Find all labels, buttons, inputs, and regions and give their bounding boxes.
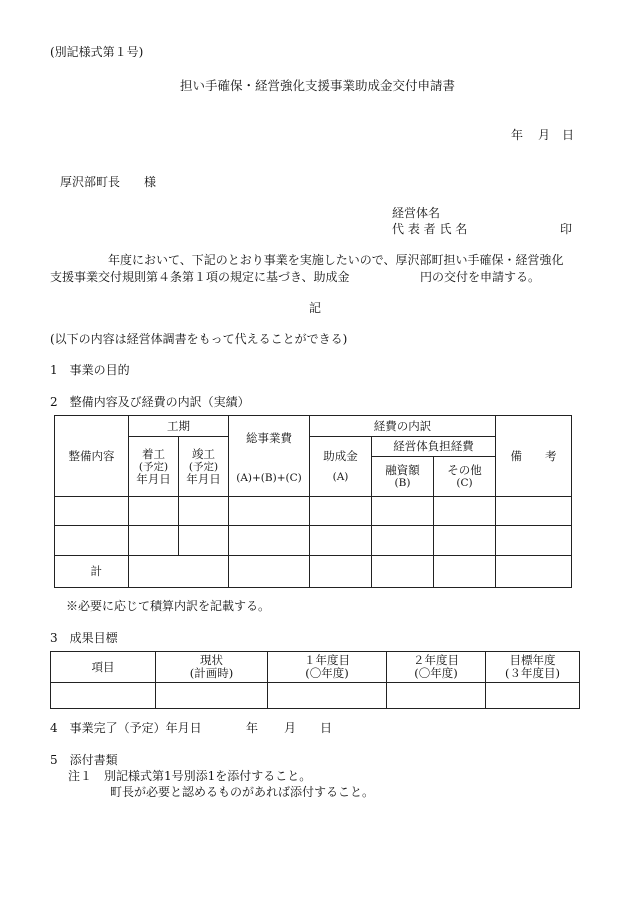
- attachment-note-2: 町長が必要と認めるものがあれば添付すること。: [110, 785, 375, 799]
- completion-month: 月: [284, 721, 297, 735]
- table-cell[interactable]: [496, 556, 572, 588]
- year1-sub: (〇年度): [305, 666, 349, 680]
- body-line-1: 年度において、下記のとおり事業を実施したいので、厚沢部町担い手確保・経営強化: [108, 253, 564, 267]
- table-cell[interactable]: [372, 556, 434, 588]
- start-label: 着工: [142, 446, 165, 461]
- completion-year: 年: [246, 721, 259, 735]
- table-cell[interactable]: [129, 526, 179, 556]
- date-year: 年: [511, 128, 524, 142]
- col-header-year1: [268, 652, 387, 683]
- table-cell[interactable]: [496, 497, 572, 526]
- end-date: 年月日: [186, 471, 221, 486]
- col-header-schedule: 工期: [129, 416, 229, 437]
- completion-day: 日: [320, 721, 333, 735]
- table-cell[interactable]: [179, 497, 229, 526]
- total-row: [55, 556, 572, 588]
- table-cell[interactable]: [387, 683, 486, 709]
- table-row: [55, 526, 572, 556]
- body-line-2b: 円の交付を申請する。: [420, 270, 541, 284]
- attachment-note-1: 注１ 別記様式第1号別添1を添付すること。: [68, 769, 312, 783]
- current-label: 現状: [200, 653, 223, 667]
- col-header-total: [229, 416, 310, 497]
- end-label: 竣工: [192, 446, 215, 461]
- target-label: 目標年度: [509, 653, 556, 667]
- table-cell[interactable]: [179, 526, 229, 556]
- section-1-heading: 1 事業の目的: [50, 363, 130, 377]
- col-header-end: [179, 437, 229, 497]
- addressee-honorific: 様: [144, 175, 157, 189]
- col-header-item: 項目: [51, 652, 156, 683]
- col-header-self-burden: 経営体負担経費: [372, 437, 496, 457]
- document-title: 担い手確保・経営強化支援事業助成金交付申請書: [180, 78, 456, 93]
- year1-label: １年度目: [304, 653, 350, 667]
- col-header-target: [486, 652, 580, 683]
- table-cell[interactable]: [129, 497, 179, 526]
- ki-heading: 記: [309, 301, 322, 315]
- table-cell[interactable]: [372, 526, 434, 556]
- table-cell[interactable]: [268, 683, 387, 709]
- applicant-rep-label: 代 表 者 氏 名: [392, 222, 468, 236]
- body-line-2a: 支援事業交付規則第４条第１項の規定に基づき、助成金: [50, 270, 350, 284]
- seal-mark: 印: [560, 222, 573, 236]
- subsidy-label: 助成金: [323, 449, 358, 463]
- section-3-heading: 3 成果目標: [50, 631, 118, 645]
- table-cell[interactable]: [310, 526, 372, 556]
- col-header-expense-breakdown: 経費の内訳: [310, 416, 496, 437]
- performance-target-table: [50, 651, 580, 709]
- estimate-note: ※必要に応じて積算内訳を記載する。: [66, 599, 271, 613]
- table-row: [55, 497, 572, 526]
- col-header-loan: [372, 457, 434, 497]
- col-header-content: 整備内容: [55, 416, 129, 497]
- table-row: [51, 683, 580, 709]
- col-header-start: [129, 437, 179, 497]
- start-date: 年月日: [136, 471, 171, 486]
- subsidy-code: (A): [332, 471, 349, 483]
- table-cell[interactable]: [229, 526, 310, 556]
- end-planned: (予定): [188, 460, 219, 473]
- table-cell[interactable]: [434, 497, 496, 526]
- table-cell[interactable]: [129, 556, 229, 588]
- form-label: (別記様式第１号): [50, 45, 144, 59]
- col-header-current: [156, 652, 268, 683]
- col-header-other: [434, 457, 496, 497]
- target-sub: (３年度目): [505, 666, 560, 680]
- table-cell[interactable]: [496, 526, 572, 556]
- substitute-note: (以下の内容は経営体調書をもって代えることができる): [50, 332, 348, 346]
- table-cell[interactable]: [51, 683, 156, 709]
- total-formula: (A)+(B)+(C): [236, 472, 302, 484]
- table-cell[interactable]: [55, 497, 129, 526]
- current-sub: (計画時): [189, 666, 234, 680]
- col-header-subsidy: [310, 437, 372, 497]
- date-month: 月: [538, 128, 551, 142]
- applicant-entity-label: 経営体名: [392, 206, 441, 220]
- section-4-heading: 4 事業完了（予定）年月日: [50, 721, 202, 735]
- year2-sub: (〇年度): [414, 666, 458, 680]
- table-cell[interactable]: [156, 683, 268, 709]
- table-cell[interactable]: [229, 497, 310, 526]
- date-day: 日: [562, 128, 575, 142]
- section-2-heading: 2 整備内容及び経費の内訳（実績）: [50, 395, 250, 409]
- table-cell[interactable]: [55, 526, 129, 556]
- year2-label: ２年度目: [413, 653, 459, 667]
- total-label: 総事業費: [246, 431, 292, 445]
- start-planned: (予定): [138, 460, 169, 473]
- table-cell[interactable]: [310, 497, 372, 526]
- addressee-name: 厚沢部町長: [60, 175, 121, 189]
- col-header-year2: [387, 652, 486, 683]
- loan-code: (B): [394, 477, 411, 489]
- section-5-heading: 5 添付書類: [50, 753, 118, 767]
- table-cell[interactable]: [310, 556, 372, 588]
- table-cell[interactable]: [434, 526, 496, 556]
- other-label: その他: [447, 463, 482, 477]
- table-cell[interactable]: [229, 556, 310, 588]
- table-cell[interactable]: [434, 556, 496, 588]
- total-row-label: 計: [55, 556, 129, 588]
- col-header-remarks: 備 考: [496, 416, 572, 497]
- expense-breakdown-table: [54, 415, 572, 588]
- table-cell[interactable]: [486, 683, 580, 709]
- other-code: (C): [456, 477, 473, 489]
- loan-label: 融資額: [385, 463, 420, 477]
- table-cell[interactable]: [372, 497, 434, 526]
